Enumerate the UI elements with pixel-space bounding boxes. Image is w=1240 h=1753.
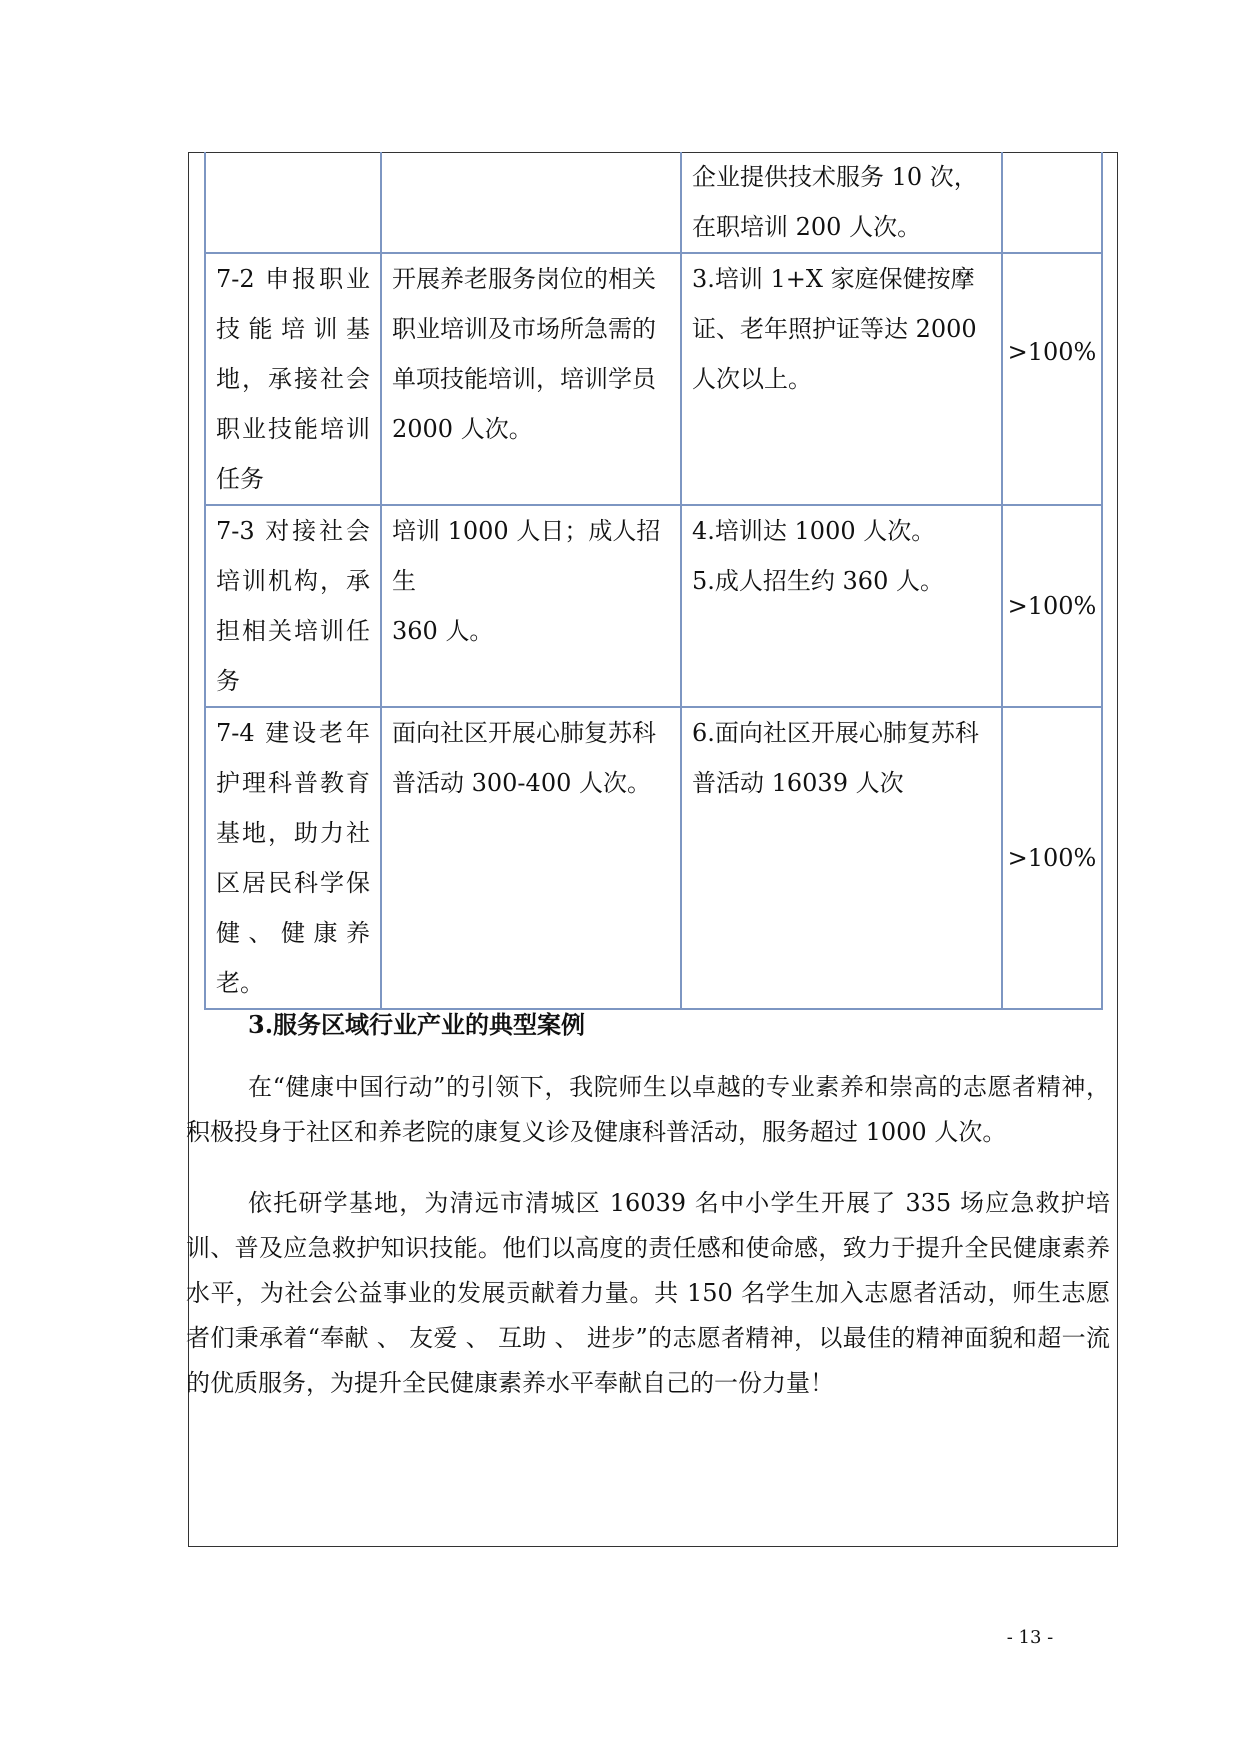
cell-text: 7-3 对接社会	[216, 517, 370, 545]
cell-text: 务	[216, 667, 240, 695]
cell-text: 职业培训及市场所急需的	[392, 315, 656, 343]
standard-cell	[381, 707, 681, 1009]
task-cell	[205, 707, 381, 1009]
standard-cell	[381, 505, 681, 707]
cell-text: 面向社区开展心肺复苏科	[392, 719, 656, 747]
task-cell	[205, 253, 381, 505]
cell-text: 开展养老服务岗位的相关	[392, 265, 656, 293]
cell-text: 基地，助力社	[216, 819, 370, 847]
cell-text: 普活动 300-400 人次。	[392, 769, 651, 797]
cell-text: 健、健康养老。	[216, 919, 370, 997]
task-cell	[205, 152, 381, 253]
cell-text: 培训机构，承	[216, 567, 370, 595]
paragraph: 在“健康中国行动”的引领下，我院师生以卓越的专业素养和崇高的志愿者精神，积极投身于社区和养老院的康复义诊及健康科普活动，服务超过 1000 人次。	[186, 1073, 1110, 1146]
table-row	[205, 152, 1102, 253]
cell-text: 担相关培训任	[216, 617, 370, 645]
rate-cell: >100%	[1002, 505, 1102, 707]
rate-cell: >100%	[1002, 707, 1102, 1009]
result-cell	[681, 152, 1002, 253]
table-row	[205, 505, 1102, 707]
task-cell	[205, 505, 381, 707]
cell-text: 人次以上。	[692, 365, 812, 393]
cell-text: 证、老年照护证等达 2000	[692, 315, 977, 343]
standard-cell	[381, 253, 681, 505]
paragraph: 依托研学基地，为清远市清城区 16039 名中小学生开展了 335 场应急救护培训、普及应急救护知识技能。他们以高度的责任感和使命感，致力于提升全民健康素养水平，为社会公益事业的发展贡献着力量。共 150 名学生加入志愿者活动，师生志愿者们秉承着“奉献 、 友爱 、 互助 、 进步”的志愿者精神，以最佳的精神面貌和超一流的优质服务，为提升全民健康素养水平奉献自己的一份力量！	[186, 1189, 1110, 1397]
cell-text: 地，承接社会	[216, 365, 370, 393]
table-row	[205, 707, 1102, 1009]
cell-text: 技能培训基	[216, 315, 370, 343]
cell-text: 360 人。	[392, 617, 494, 645]
section-title: 3.服务区域行业产业的典型案例	[248, 1010, 586, 1039]
result-cell	[681, 505, 1002, 707]
cell-text: 在职培训 200 人次。	[692, 213, 922, 241]
cell-text: 任务	[216, 465, 264, 493]
standard-cell	[381, 152, 681, 253]
cell-text: 护理科普教育	[216, 769, 370, 797]
cell-text: 2000 人次。	[392, 415, 533, 443]
cell-text: 6.面向社区开展心肺复苏科	[692, 719, 979, 747]
cell-text: 培训 1000 人日；成人招生	[392, 517, 661, 595]
cell-text: 5.成人招生约 360 人。	[692, 567, 944, 595]
cell-text: 职业技能培训	[216, 415, 370, 443]
cell-text: 3.培训 1+X 家庭保健按摩	[692, 265, 975, 293]
result-cell	[681, 707, 1002, 1009]
cell-text: 7-4 建设老年	[216, 719, 370, 747]
cell-text: 7-2 申报职业	[216, 265, 370, 293]
result-cell	[681, 253, 1002, 505]
cell-text: 普活动 16039 人次	[692, 769, 904, 797]
cell-text: 区居民科学保	[216, 869, 370, 897]
training-task-table	[204, 152, 1103, 1010]
rate-cell	[1002, 152, 1102, 253]
cell-text: 单项技能培训，培训学员	[392, 365, 656, 393]
page-number: - 13 -	[1006, 1627, 1054, 1648]
cell-text: 4.培训达 1000 人次。	[692, 517, 936, 545]
table-row	[205, 253, 1102, 505]
rate-cell: >100%	[1002, 253, 1102, 505]
cell-text: 企业提供技术服务 10 次，	[692, 163, 978, 191]
